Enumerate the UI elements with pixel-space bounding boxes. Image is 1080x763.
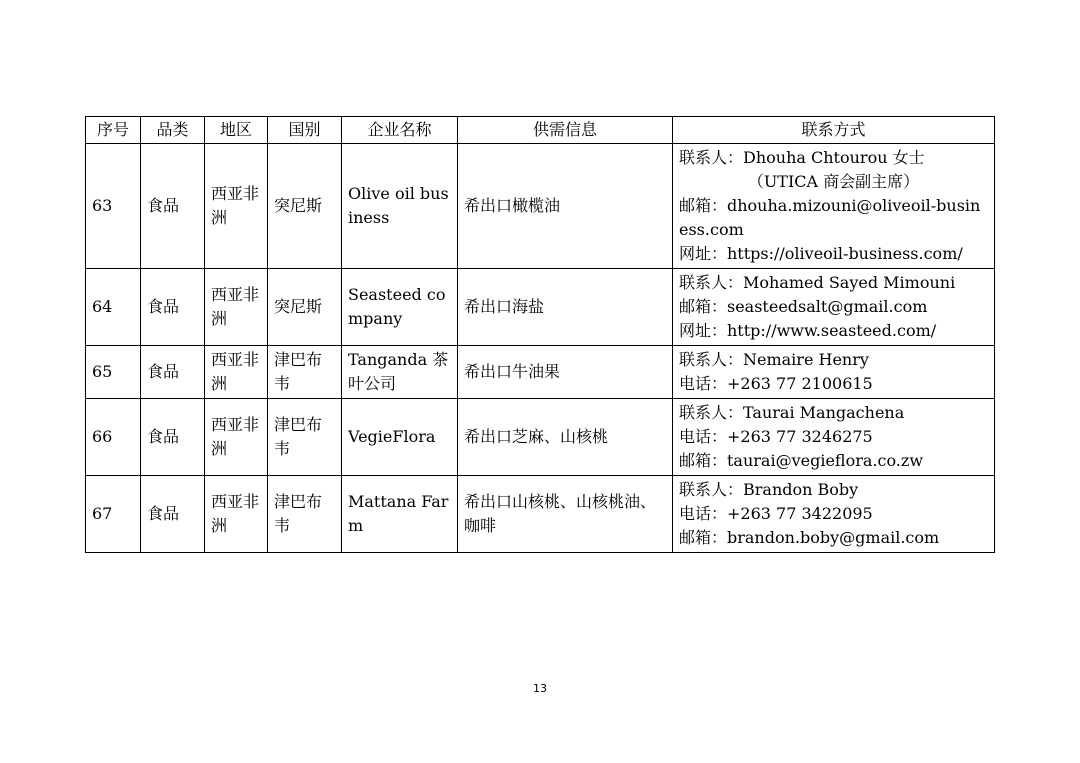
cell-contact bbox=[673, 346, 995, 399]
header-country: 国别 bbox=[268, 117, 342, 144]
header-category: 品类 bbox=[141, 117, 205, 144]
cell-supply-demand: 希出口山核桃、山核桃油、咖啡 bbox=[458, 476, 673, 553]
contact-person: 联系人：Nemaire Henry bbox=[679, 350, 869, 369]
cell-contact bbox=[673, 399, 995, 476]
cell-contact bbox=[673, 144, 995, 269]
contact-person: 联系人：Brandon Boby bbox=[679, 480, 859, 499]
cell-seq: 65 bbox=[86, 346, 141, 399]
cell-country: 津巴布韦 bbox=[268, 476, 342, 553]
cell-company: Mattana Farm bbox=[342, 476, 458, 553]
contact-phone: 电话：+263 77 3422095 bbox=[679, 504, 873, 523]
page-number: 13 bbox=[533, 682, 547, 695]
table-header-row bbox=[86, 117, 995, 144]
cell-supply-demand: 希出口橄榄油 bbox=[458, 144, 673, 269]
cell-seq: 67 bbox=[86, 476, 141, 553]
cell-country: 突尼斯 bbox=[268, 269, 342, 346]
cell-country: 津巴布韦 bbox=[268, 346, 342, 399]
contact-email: 邮箱：brandon.boby@gmail.com bbox=[679, 528, 940, 547]
cell-region: 西亚非洲 bbox=[205, 476, 268, 553]
cell-supply-demand: 希出口牛油果 bbox=[458, 346, 673, 399]
contact-email: 邮箱：seasteedsalt@gmail.com bbox=[679, 297, 928, 316]
supplier-directory-table bbox=[85, 116, 995, 553]
cell-seq: 66 bbox=[86, 399, 141, 476]
table-row bbox=[86, 399, 995, 476]
cell-region: 西亚非洲 bbox=[205, 144, 268, 269]
contact-website: 网址：https://oliveoil-business.com/ bbox=[679, 244, 963, 263]
contact-person: 联系人：Dhouha Chtourou 女士 bbox=[679, 148, 925, 167]
cell-company: Seasteed company bbox=[342, 269, 458, 346]
cell-supply-demand: 希出口海盐 bbox=[458, 269, 673, 346]
cell-contact bbox=[673, 269, 995, 346]
contact-email: 邮箱：dhouha.mizouni@oliveoil-business.com bbox=[679, 196, 981, 239]
cell-category: 食品 bbox=[141, 144, 205, 269]
cell-region: 西亚非洲 bbox=[205, 399, 268, 476]
header-seq: 序号 bbox=[86, 117, 141, 144]
cell-country: 突尼斯 bbox=[268, 144, 342, 269]
contact-email: 邮箱：taurai@vegieflora.co.zw bbox=[679, 451, 924, 470]
table-row bbox=[86, 476, 995, 553]
header-company: 企业名称 bbox=[342, 117, 458, 144]
header-supply-demand: 供需信息 bbox=[458, 117, 673, 144]
cell-seq: 63 bbox=[86, 144, 141, 269]
contact-title: （UTICA 商会副主席） bbox=[747, 172, 920, 191]
cell-company: VegieFlora bbox=[342, 399, 458, 476]
contact-phone: 电话：+263 77 2100615 bbox=[679, 374, 873, 393]
cell-category: 食品 bbox=[141, 476, 205, 553]
contact-person: 联系人：Mohamed Sayed Mimouni bbox=[679, 273, 956, 292]
table-row bbox=[86, 346, 995, 399]
cell-category: 食品 bbox=[141, 346, 205, 399]
contact-website: 网址：http://www.seasteed.com/ bbox=[679, 321, 937, 340]
cell-region: 西亚非洲 bbox=[205, 346, 268, 399]
cell-company: Tanganda 茶叶公司 bbox=[342, 346, 458, 399]
cell-company: Olive oil business bbox=[342, 144, 458, 269]
cell-category: 食品 bbox=[141, 399, 205, 476]
cell-contact bbox=[673, 476, 995, 553]
cell-country: 津巴布韦 bbox=[268, 399, 342, 476]
cell-category: 食品 bbox=[141, 269, 205, 346]
table-row bbox=[86, 144, 995, 269]
contact-person: 联系人：Taurai Mangachena bbox=[679, 403, 905, 422]
cell-supply-demand: 希出口芝麻、山核桃 bbox=[458, 399, 673, 476]
header-contact: 联系方式 bbox=[673, 117, 995, 144]
header-region: 地区 bbox=[205, 117, 268, 144]
cell-seq: 64 bbox=[86, 269, 141, 346]
contact-phone: 电话：+263 77 3246275 bbox=[679, 427, 873, 446]
table-row bbox=[86, 269, 995, 346]
cell-region: 西亚非洲 bbox=[205, 269, 268, 346]
